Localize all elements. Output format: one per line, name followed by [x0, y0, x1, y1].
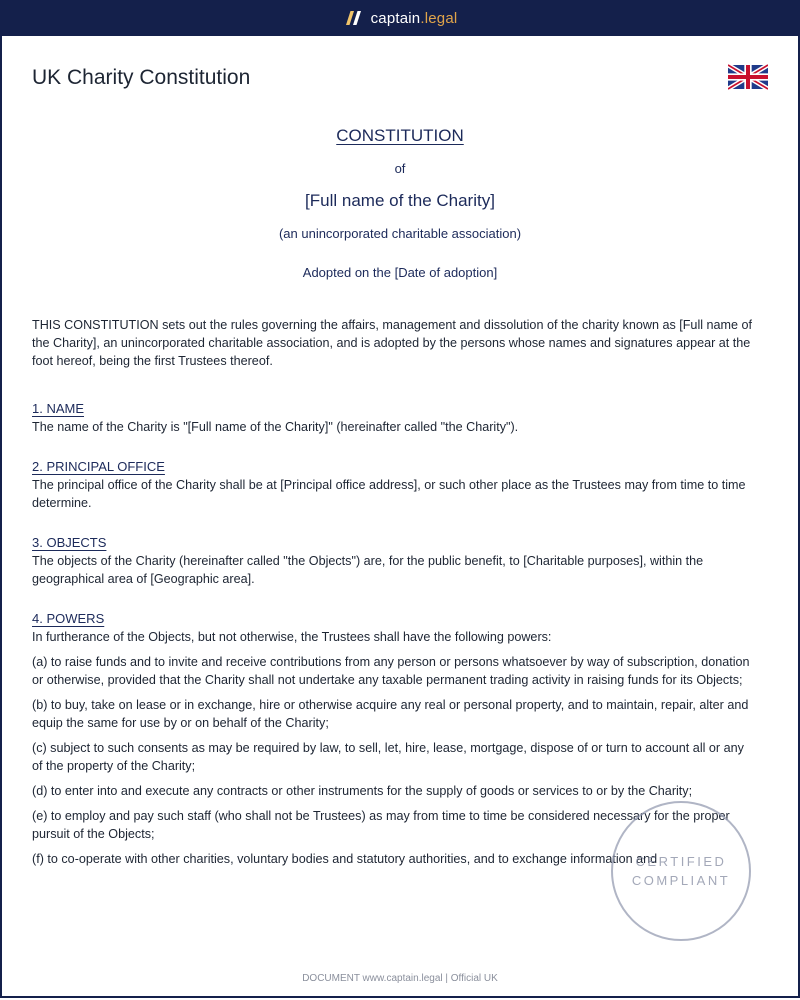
- section-name: [32, 400, 756, 436]
- list-item: (e) to employ and pay such staff (who shall not be Trustees) as may from time to time be considered necessary for the proper pursuit of the Objects;: [32, 809, 730, 841]
- section-text: The principal office of the Charity shall be at [Principal office address], or such other place as the Trustees may from time to time determine.: [32, 478, 746, 510]
- brand-name: captain.legal: [370, 9, 458, 27]
- intro-paragraph: THIS CONSTITUTION sets out the rules governing the affairs, management and dissolution of the charity known as [Full name of the Charity], an unincorporated charitable association, and is adopted by the persons whose names and signatures appear at the foot hereof, being the first Trustees thereof.: [32, 318, 753, 368]
- page-footer: DOCUMENT www.captain.legal | Official UK: [302, 973, 498, 984]
- section-heading: 3. OBJECTS: [32, 535, 107, 550]
- section-objects: [32, 534, 756, 588]
- list-item: (a) to raise funds and to invite and receive contributions from any person or persons whatsoever by way of subscription, donation or otherwise, provided that the Charity shall not undertake any taxable permanent trading activity in raising funds for its Objects;: [32, 655, 750, 687]
- list-item: (b) to buy, take on lease or in exchange, hire or otherwise acquire any real or personal property, and to maintain, repair, alter and equip the same for use by or on behalf of the Charity;: [32, 698, 749, 730]
- constitution-heading: CONSTITUTION: [336, 126, 464, 145]
- section-text: The objects of the Charity (hereinafter called "the Objects") are, for the public benefit, to [Charitable purposes], within the geographical area of [Geographic area].: [32, 554, 704, 586]
- stamp-line: CERTIFIED: [635, 854, 727, 869]
- page-title: UK Charity Constitution: [32, 66, 251, 89]
- of-label: of: [394, 161, 406, 176]
- section-heading: 2. PRINCIPAL OFFICE: [32, 459, 165, 474]
- section-heading: 1. NAME: [32, 401, 85, 416]
- section-heading: 4. POWERS: [32, 611, 105, 626]
- charity-name-heading: [Full name of the Charity]: [305, 191, 495, 210]
- brand-logo[interactable]: [343, 10, 458, 27]
- stamp-line: COMPLIANT: [631, 873, 731, 888]
- section-principal-office: [32, 458, 756, 512]
- uk-flag-icon: [728, 64, 768, 90]
- adoption-date: Adopted on the [Date of adoption]: [302, 265, 498, 280]
- section-text: The name of the Charity is "[Full name of the Charity]" (hereinafter called "the Charity").: [32, 420, 519, 434]
- top-bar: [0, 0, 800, 36]
- certified-compliant-stamp: [611, 801, 751, 941]
- charity-type: (an unincorporated charitable association): [278, 226, 522, 241]
- document-body: [32, 316, 756, 890]
- list-item: (d) to enter into and execute any contracts or other instruments for the supply of goods or services to or by the Charity;: [32, 784, 693, 798]
- list-item: (c) subject to such consents as may be required by law, to sell, let, hire, lease, mortgage, dispose of or turn to account all or any of the property of the Charity;: [32, 741, 744, 773]
- list-item: (f) to co-operate with other charities, voluntary bodies and statutory authorities, and to exchange information and: [32, 852, 658, 866]
- section-text: In furtherance of the Objects, but not otherwise, the Trustees shall have the following powers:: [32, 630, 552, 644]
- captain-logo-icon: [343, 10, 363, 26]
